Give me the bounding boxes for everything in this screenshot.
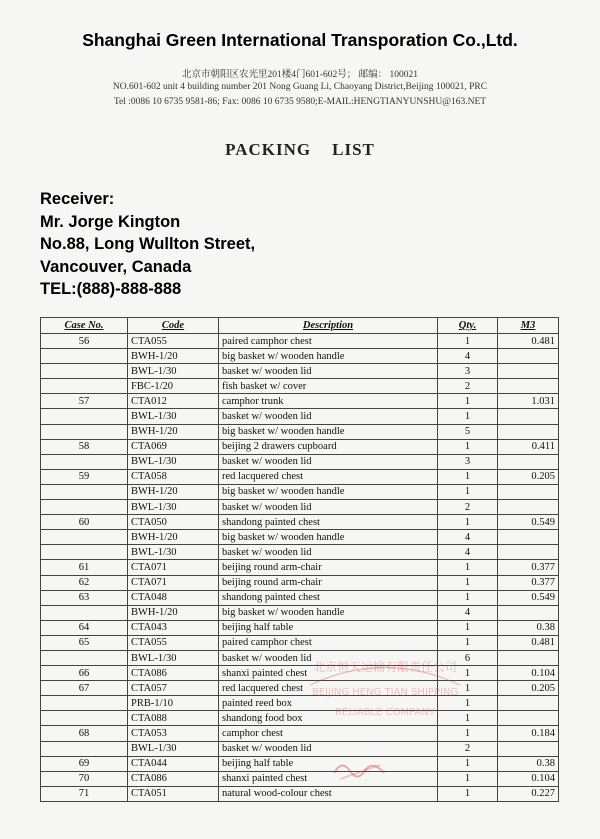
code-cell: BWL-1/30 — [128, 409, 219, 424]
code-cell: BWH-1/20 — [128, 424, 219, 439]
description-cell: fish basket w/ cover — [219, 379, 438, 394]
case-no-cell — [41, 741, 128, 756]
description-cell: beijing round arm-chair — [219, 560, 438, 575]
address-chinese: 北京市朝阳区农光里201楼4门601-602号； 邮编： 100021 — [182, 70, 418, 80]
description-cell: basket w/ wooden lid — [219, 454, 438, 469]
table-row — [41, 741, 559, 756]
m3-cell — [498, 530, 559, 545]
qty-cell: 1 — [438, 756, 498, 771]
code-cell: CTA069 — [128, 439, 219, 454]
code-cell: BWH-1/20 — [128, 605, 219, 620]
qty-cell: 1 — [438, 334, 498, 349]
case-no-cell: 69 — [41, 756, 128, 771]
table-row — [41, 469, 559, 484]
table-row — [41, 515, 559, 530]
code-cell: CTA048 — [128, 590, 219, 605]
case-no-cell: 58 — [41, 439, 128, 454]
m3-cell: 0.549 — [498, 590, 559, 605]
description-cell: shandong painted chest — [219, 590, 438, 605]
case-no-cell: 65 — [41, 635, 128, 650]
m3-cell — [498, 605, 559, 620]
m3-cell: 0.481 — [498, 334, 559, 349]
description-cell: painted reed box — [219, 696, 438, 711]
description-cell: natural wood-colour chest — [219, 786, 438, 801]
svg-text:北京恒天运输有限责任公司: 北京恒天运输有限责任公司 — [312, 660, 458, 674]
description-cell: paired camphor chest — [219, 334, 438, 349]
m3-cell: 0.184 — [498, 726, 559, 741]
m3-cell: 0.104 — [498, 666, 559, 681]
case-no-cell: 70 — [41, 771, 128, 786]
header-m3: M3 — [498, 318, 559, 334]
qty-cell: 2 — [438, 741, 498, 756]
description-cell: camphor trunk — [219, 394, 438, 409]
m3-cell: 0.411 — [498, 439, 559, 454]
case-no-cell: 59 — [41, 469, 128, 484]
m3-cell — [498, 650, 559, 665]
description-cell: big basket w/ wooden handle — [219, 530, 438, 545]
description-cell: beijing round arm-chair — [219, 575, 438, 590]
m3-cell: 0.205 — [498, 681, 559, 696]
table-row — [41, 394, 559, 409]
code-cell: FBC-1/20 — [128, 379, 219, 394]
qty-cell: 1 — [438, 681, 498, 696]
qty-cell: 1 — [438, 439, 498, 454]
m3-cell — [498, 500, 559, 515]
code-cell: CTA058 — [128, 469, 219, 484]
qty-cell: 1 — [438, 515, 498, 530]
case-no-cell — [41, 605, 128, 620]
case-no-cell: 68 — [41, 726, 128, 741]
m3-cell: 0.481 — [498, 635, 559, 650]
description-cell: basket w/ wooden lid — [219, 364, 438, 379]
description-cell: big basket w/ wooden handle — [219, 605, 438, 620]
table-row — [41, 545, 559, 560]
description-cell: shandong food box — [219, 711, 438, 726]
case-no-cell — [41, 545, 128, 560]
receiver-block — [40, 188, 255, 301]
description-cell: basket w/ wooden lid — [219, 500, 438, 515]
table-row — [41, 590, 559, 605]
receiver-city: Vancouver, Canada — [40, 257, 192, 276]
receiver-name: Mr. Jorge Kington — [40, 212, 181, 231]
code-cell: CTA043 — [128, 620, 219, 635]
table-row — [41, 771, 559, 786]
qty-cell: 4 — [438, 605, 498, 620]
m3-cell — [498, 349, 559, 364]
header-case-no: Case No. — [41, 318, 128, 334]
description-cell: big basket w/ wooden handle — [219, 424, 438, 439]
code-cell: CTA053 — [128, 726, 219, 741]
code-cell: BWL-1/30 — [128, 741, 219, 756]
m3-cell — [498, 409, 559, 424]
m3-cell: 0.205 — [498, 469, 559, 484]
table-row — [41, 635, 559, 650]
qty-cell: 2 — [438, 500, 498, 515]
description-cell: basket w/ wooden lid — [219, 545, 438, 560]
description-cell: big basket w/ wooden handle — [219, 349, 438, 364]
receiver-label: Receiver: — [40, 190, 115, 208]
case-no-cell — [41, 500, 128, 515]
code-cell: BWL-1/30 — [128, 545, 219, 560]
case-no-cell — [41, 364, 128, 379]
qty-cell: 3 — [438, 454, 498, 469]
table-row — [41, 560, 559, 575]
table-row — [41, 756, 559, 771]
table-row — [41, 484, 559, 499]
description-cell: red lacquered chest — [219, 469, 438, 484]
contact-info: Tel :0086 10 6735 9581-86; Fax: 0086 10 6735 9580;E-MAIL:HENGTIANYUNSHU@163.NET — [113, 97, 487, 107]
company-name: Shanghai Green International Transporation Co.,Ltd. — [82, 30, 518, 50]
table-row — [41, 530, 559, 545]
qty-cell: 4 — [438, 530, 498, 545]
table-header-row — [41, 318, 559, 334]
qty-cell: 1 — [438, 635, 498, 650]
code-cell: CTA071 — [128, 575, 219, 590]
case-no-cell — [41, 650, 128, 665]
description-cell: basket w/ wooden lid — [219, 409, 438, 424]
description-cell: beijing half table — [219, 756, 438, 771]
table-row — [41, 696, 559, 711]
case-no-cell — [41, 349, 128, 364]
qty-cell: 1 — [438, 666, 498, 681]
code-cell: CTA055 — [128, 635, 219, 650]
qty-cell: 1 — [438, 786, 498, 801]
code-cell: CTA088 — [128, 711, 219, 726]
m3-cell — [498, 364, 559, 379]
m3-cell: 0.38 — [498, 756, 559, 771]
qty-cell: 6 — [438, 650, 498, 665]
qty-cell: 1 — [438, 620, 498, 635]
code-cell: BWL-1/30 — [128, 364, 219, 379]
qty-cell: 1 — [438, 711, 498, 726]
case-no-cell: 56 — [41, 334, 128, 349]
table-row — [41, 620, 559, 635]
case-no-cell — [41, 696, 128, 711]
m3-cell: 1.031 — [498, 394, 559, 409]
table-row — [41, 681, 559, 696]
description-cell: shanxi painted chest — [219, 771, 438, 786]
m3-cell: 0.377 — [498, 560, 559, 575]
case-no-cell: 63 — [41, 590, 128, 605]
description-cell: camphor chest — [219, 726, 438, 741]
address-english: NO.601-602 unit 4 building number 201 Nong Guang Li, Chaoyang District,Beijing 100021, PRC — [112, 82, 488, 92]
case-no-cell: 67 — [41, 681, 128, 696]
packing-list-table — [40, 317, 559, 802]
case-no-cell — [41, 379, 128, 394]
receiver-street: No.88, Long Wullton Street, — [40, 235, 256, 254]
qty-cell: 1 — [438, 771, 498, 786]
m3-cell: 0.377 — [498, 575, 559, 590]
table-row — [41, 454, 559, 469]
description-cell: paired camphor chest — [219, 635, 438, 650]
m3-cell — [498, 741, 559, 756]
table-row — [41, 786, 559, 801]
case-no-cell — [41, 484, 128, 499]
description-cell: basket w/ wooden lid — [219, 741, 438, 756]
code-cell: CTA050 — [128, 515, 219, 530]
qty-cell: 4 — [438, 545, 498, 560]
table-row — [41, 575, 559, 590]
code-cell: BWH-1/20 — [128, 484, 219, 499]
code-cell: CTA044 — [128, 756, 219, 771]
case-no-cell: 66 — [41, 666, 128, 681]
table-row — [41, 334, 559, 349]
qty-cell: 1 — [438, 590, 498, 605]
case-no-cell — [41, 424, 128, 439]
code-cell: CTA086 — [128, 666, 219, 681]
table-row — [41, 666, 559, 681]
m3-cell — [498, 696, 559, 711]
table-row — [41, 605, 559, 620]
qty-cell: 1 — [438, 394, 498, 409]
qty-cell: 1 — [438, 469, 498, 484]
qty-cell: 1 — [438, 726, 498, 741]
description-cell: beijing half table — [219, 620, 438, 635]
receiver-tel: TEL:(888)-888-888 — [40, 280, 182, 299]
description-cell: shanxi painted chest — [219, 666, 438, 681]
table-row — [41, 349, 559, 364]
code-cell: CTA086 — [128, 771, 219, 786]
table-row — [41, 439, 559, 454]
case-no-cell — [41, 409, 128, 424]
document-title: PACKING LIST — [225, 140, 375, 159]
code-cell: PRB-1/10 — [128, 696, 219, 711]
table-row — [41, 424, 559, 439]
code-cell: BWH-1/20 — [128, 530, 219, 545]
m3-cell: 0.104 — [498, 771, 559, 786]
case-no-cell: 61 — [41, 560, 128, 575]
description-cell: beijing 2 drawers cupboard — [219, 439, 438, 454]
qty-cell: 5 — [438, 424, 498, 439]
m3-cell — [498, 545, 559, 560]
m3-cell: 0.549 — [498, 515, 559, 530]
table-row — [41, 711, 559, 726]
qty-cell: 4 — [438, 349, 498, 364]
case-no-cell: 64 — [41, 620, 128, 635]
qty-cell: 2 — [438, 379, 498, 394]
description-cell: shandong painted chest — [219, 515, 438, 530]
case-no-cell — [41, 530, 128, 545]
code-cell: BWL-1/30 — [128, 454, 219, 469]
code-cell: BWH-1/20 — [128, 349, 219, 364]
case-no-cell: 71 — [41, 786, 128, 801]
m3-cell — [498, 454, 559, 469]
description-cell: red lacquered chest — [219, 681, 438, 696]
qty-cell: 1 — [438, 575, 498, 590]
code-cell: CTA012 — [128, 394, 219, 409]
qty-cell: 1 — [438, 409, 498, 424]
code-cell: CTA071 — [128, 560, 219, 575]
table-row — [41, 364, 559, 379]
qty-cell: 1 — [438, 484, 498, 499]
m3-cell: 0.38 — [498, 620, 559, 635]
header-code: Code — [128, 318, 219, 334]
table-row — [41, 500, 559, 515]
case-no-cell: 57 — [41, 394, 128, 409]
case-no-cell: 60 — [41, 515, 128, 530]
table-row — [41, 726, 559, 741]
table-row — [41, 650, 559, 665]
case-no-cell: 62 — [41, 575, 128, 590]
code-cell: BWL-1/30 — [128, 500, 219, 515]
code-cell: CTA051 — [128, 786, 219, 801]
description-cell: basket w/ wooden lid — [219, 650, 438, 665]
m3-cell — [498, 711, 559, 726]
table-row — [41, 409, 559, 424]
description-cell: big basket w/ wooden handle — [219, 484, 438, 499]
code-cell: CTA055 — [128, 334, 219, 349]
svg-text:RELIABLE COMPANY: RELIABLE COMPANY — [335, 707, 435, 718]
m3-cell — [498, 379, 559, 394]
header-description: Description — [219, 318, 438, 334]
qty-cell: 3 — [438, 364, 498, 379]
m3-cell: 0.227 — [498, 786, 559, 801]
code-cell: BWL-1/30 — [128, 650, 219, 665]
code-cell: CTA057 — [128, 681, 219, 696]
m3-cell — [498, 424, 559, 439]
case-no-cell — [41, 711, 128, 726]
table-row — [41, 379, 559, 394]
m3-cell — [498, 484, 559, 499]
header-qty: Qty. — [438, 318, 498, 334]
qty-cell: 1 — [438, 560, 498, 575]
case-no-cell — [41, 454, 128, 469]
qty-cell: 1 — [438, 696, 498, 711]
svg-text:BEIJING HENG TIAN SHIPPING: BEIJING HENG TIAN SHIPPING — [311, 687, 459, 698]
